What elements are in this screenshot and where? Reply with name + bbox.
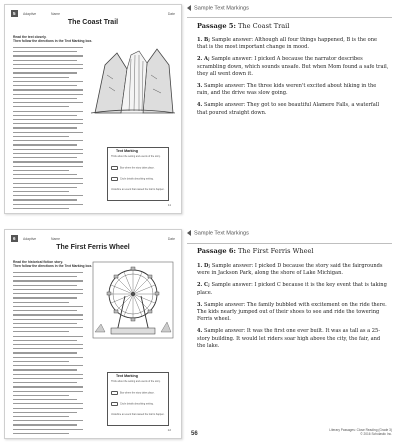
passage-number-badge: 5 xyxy=(13,11,16,16)
passage-heading: Passage 5: The Coast Trail xyxy=(197,22,290,30)
passage-heading: Passage 6: The First Ferris Wheel xyxy=(197,247,314,255)
worksheet-title: The Coast Trail xyxy=(67,19,119,26)
answer-item: 3. Sample answer: The three kids weren't excited about hiking in the rain, and the drive was slow going. xyxy=(197,83,377,97)
worksheet-thumbnail-ferris-wheel xyxy=(4,229,182,439)
left-arrow-icon xyxy=(187,5,191,11)
answer-list xyxy=(197,263,389,355)
answer-item: 1. D; Sample answer: I picked D because the story said the fairgrounds were in Jackson Park, along the shore of Lake Michigan. xyxy=(197,263,383,277)
section-divider xyxy=(187,243,392,244)
passage-text-block xyxy=(13,272,83,437)
answer-item: 4. Sample answer: It was the first one ever built. It was as tall as a 25-story building. It would let riders soar high above the city, the fair, and the lake. xyxy=(197,328,381,349)
text-marking-title: Text Marking xyxy=(116,149,138,153)
text-marking-row: Circle details describing setting. xyxy=(111,177,165,181)
text-marking-instruction: Think about the setting and events of the story. xyxy=(111,155,161,158)
date-label: Date xyxy=(167,12,175,16)
sample-text-markings-label: Sample Text Markings xyxy=(187,5,249,11)
passage-text-block xyxy=(13,47,83,212)
answer-item: 1. B; Sample answer: Although all four things happened, B is the one that is the most important change in mood. xyxy=(197,37,377,51)
section-divider xyxy=(187,17,392,18)
text-marking-row: Circle details describing setting. xyxy=(111,402,165,406)
copyright-notice: Literary Passages: Close Reading (Grade 3) © 2016 Scholastic Inc. xyxy=(329,428,392,437)
worksheet-title: The First Ferris Wheel xyxy=(56,244,130,251)
left-arrow-icon xyxy=(187,230,191,236)
answer-item: 2. A; Sample answer: I picked A because the narrator describes scrambling down, which sounds unsafe. But when Mom found a safe trail, they all went down it. xyxy=(197,56,389,77)
passage-number-badge: 6 xyxy=(13,236,16,241)
worksheet-instructions: Read the text closely. Then follow the directions in the Text Marking box. xyxy=(13,35,93,44)
name-label: Name xyxy=(51,12,61,16)
answer-item: 4. Sample answer: They got to see beautiful Alamere Falls, a waterfall that poured straight down. xyxy=(197,102,380,116)
text-marking-instruction: Think about the setting and events of the story. xyxy=(111,380,161,383)
sample-text-markings-label: Sample Text Markings xyxy=(187,230,249,236)
text-marking-row: Box where the story takes place. xyxy=(111,391,165,395)
answer-list xyxy=(197,37,389,122)
date-label: Date xyxy=(167,237,175,241)
level-tag: Adaptive xyxy=(23,237,37,241)
worksheet-thumbnail-coast-trail xyxy=(4,4,182,214)
level-tag: Adaptive xyxy=(23,12,37,16)
page-number: 56 xyxy=(191,431,198,437)
worksheet-instructions: Read the historical fiction story. Then follow the directions in the Text Marking box. xyxy=(13,260,93,269)
answer-item: 3. Sample answer: The family bubbled with excitement on the ride there. The kids nearly jumped out of their shoes to see and ride the towering Ferris wheel. xyxy=(197,301,387,323)
answer-item: 2. C; Sample answer: I picked C because it is the key event that is taking place. xyxy=(197,282,387,296)
worksheet-header xyxy=(11,10,175,19)
text-marking-box xyxy=(107,372,169,426)
waterfall-illustration xyxy=(91,35,175,115)
text-marking-row: Underline an event that caused the trail to happen. xyxy=(111,188,165,191)
text-marking-title: Text Marking xyxy=(116,374,138,378)
ferris-wheel-illustration xyxy=(91,260,175,340)
worksheet-page-number: 12 xyxy=(167,428,171,432)
name-label: Name xyxy=(51,237,61,241)
text-marking-row: Box where the story takes place. xyxy=(111,166,165,170)
text-marking-box xyxy=(107,147,169,201)
text-marking-row: Underline an event that caused the trail to happen. xyxy=(111,413,165,416)
worksheet-header xyxy=(11,235,175,244)
worksheet-page-number: 11 xyxy=(167,203,171,207)
